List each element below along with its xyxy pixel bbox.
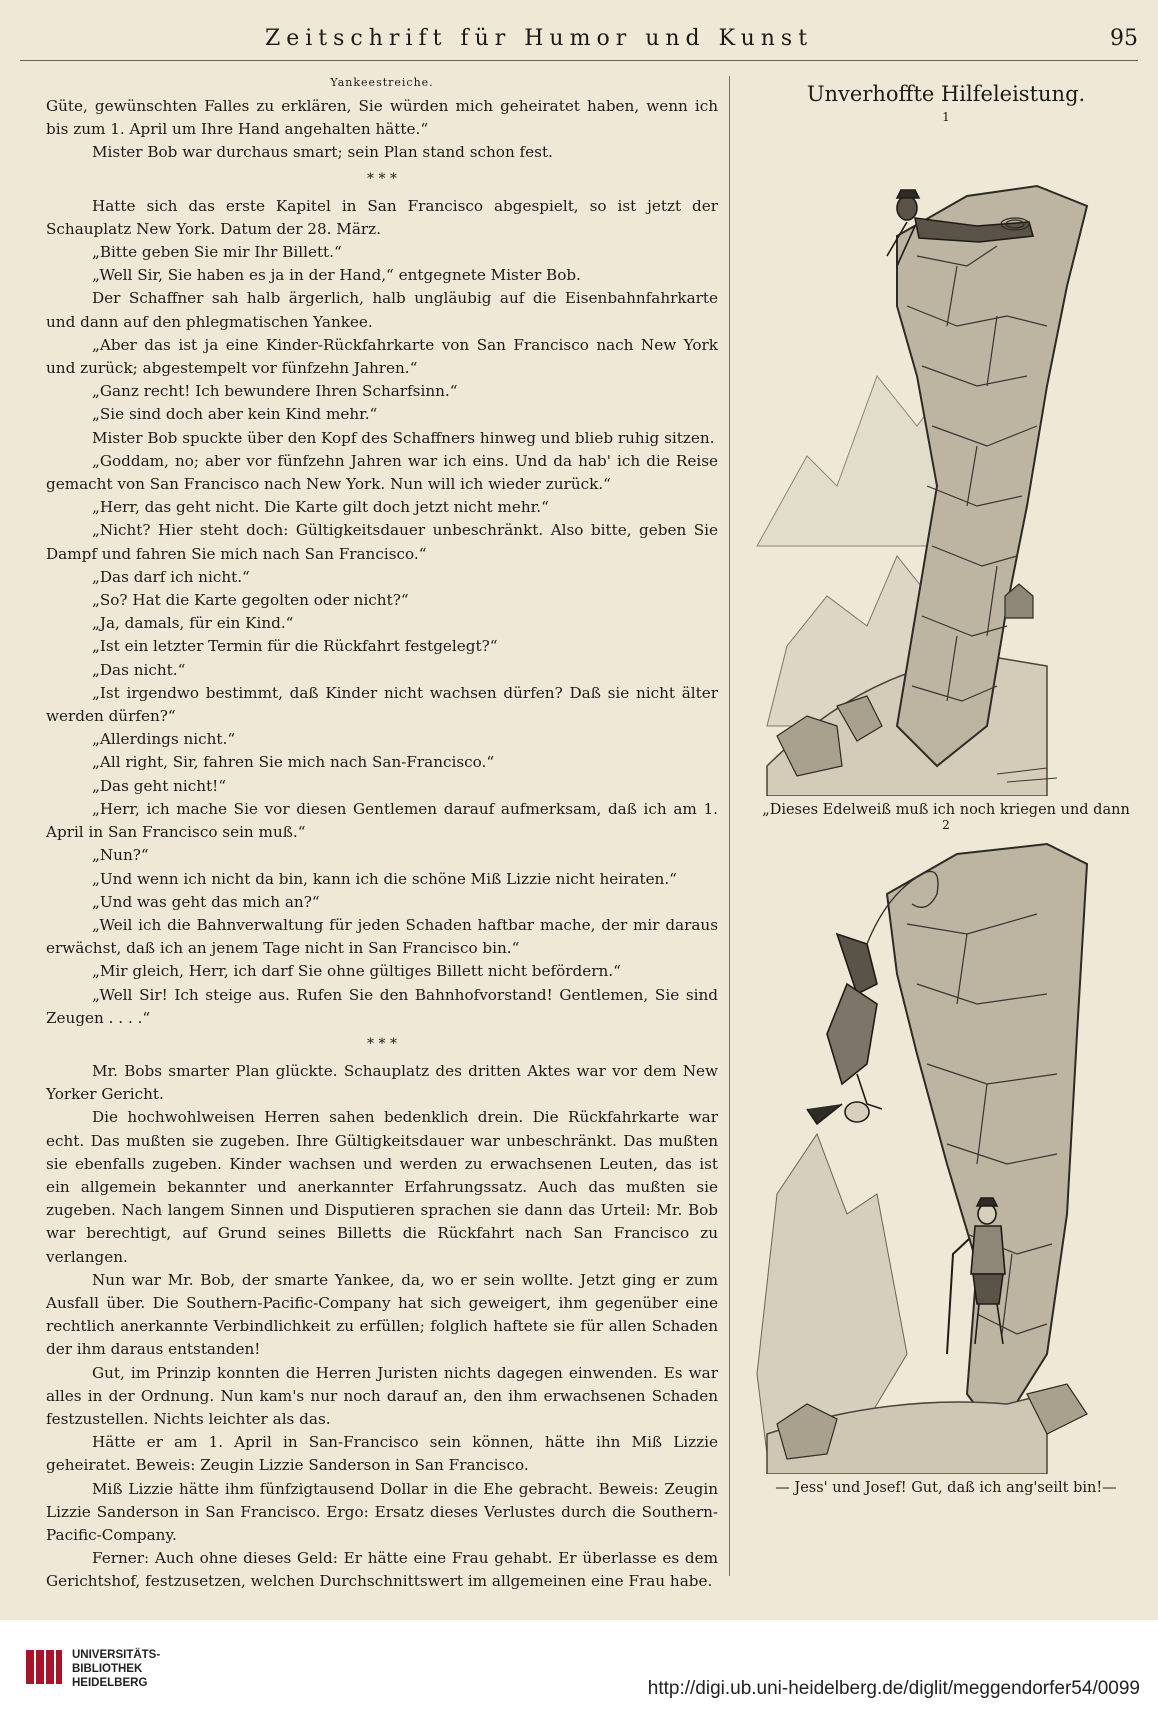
running-head xyxy=(20,20,1138,61)
panel-1-number: 1 xyxy=(942,110,950,124)
article-paragraph: „Und was geht das mich an?“ xyxy=(92,892,320,911)
library-name-line-2: BIBLIOTHEK xyxy=(72,1663,143,1675)
panel-2-caption: — Jess' und Josef! Gut, daß ich ang'seilt bin!— xyxy=(775,1480,1117,1496)
journal-title: Zeitschrift für Humor und Kunst xyxy=(264,26,814,51)
column-divider xyxy=(729,76,730,1576)
article-paragraph: „Aber das ist ja eine Kinder-Rückfahrkarte von San Francisco nach New York und zurück; abgestempelt vor fünfzehn Jahren.“ xyxy=(46,335,718,378)
article-paragraph: „Well Sir! Ich steige aus. Rufen Sie den Bahnhofvorstand! Gentlemen, Sie sind Zeugen . . . .“ xyxy=(46,985,718,1027)
article-paragraph: „Das nicht.“ xyxy=(92,660,186,679)
article-paragraph: „Nicht? Hier steht doch: Gültigkeitsdauer unbeschränkt. Also bitte, geben Sie Dampf und fahren Sie mich nach San Francisco.“ xyxy=(46,521,718,563)
article-paragraph: Güte, gewünschten Falles zu erklären, Sie würden mich geheiratet haben, wenn ich bis zum 1. April um Ihre Hand angehalten hätte.“ xyxy=(46,97,718,139)
article-paragraph: „Das geht nicht!“ xyxy=(92,776,227,795)
article-paragraph: „So? Hat die Karte gegolten oder nicht?“ xyxy=(92,591,409,610)
article-body xyxy=(46,95,718,1594)
library-name-line-3: HEIDELBERG xyxy=(72,1677,148,1689)
library-name xyxy=(72,1648,160,1690)
article-paragraph: „Bitte geben Sie mir Ihr Billett.“ xyxy=(92,243,342,262)
source-url-link[interactable]: http://digi.ub.uni-heidelberg.de/diglit/meggendorfer54/0099 xyxy=(647,1678,1140,1699)
article-paragraph: „Ganz recht! Ich bewundere Ihren Scharfsinn.“ xyxy=(92,382,458,401)
article-paragraph: „Herr, das geht nicht. Die Karte gilt doch jetzt nicht mehr.“ xyxy=(92,498,549,517)
section-title: Yankeestreiche. xyxy=(330,76,434,89)
article-paragraph: Mister Bob war durchaus smart; sein Plan stand schon fest. xyxy=(92,143,553,162)
article-paragraph: Hätte er am 1. April in San-Francisco sein können, hätte ihn Miß Lizzie geheiratet. Beweis: Zeugin Lizzie Sanderson in San Francisco. xyxy=(46,1433,718,1475)
article-paragraph: „Ist ein letzter Termin für die Rückfahrt festgelegt?“ xyxy=(92,637,498,656)
article-paragraph: „Weil ich die Bahnverwaltung für jeden Schaden haftbar mache, der mir daraus erwächst, daß ich an jenem Tage nicht in San Francisco bin.“ xyxy=(46,915,718,958)
article-paragraph: Die hochwohlweisen Herren sahen bedenklich drein. Die Rückfahrkarte war echt. Das mußten sie zugeben. Ihre Gültigkeitsdauer war unbeschränkt. Das mußten sie ebenfalls zugeben. Kinder wachsen und werden zu erwachsenen Leuten, das ist ein allgemein bekannter und anerkannter Erfahrungssatz. Auch das mußten sie zugeben. Nach langem Sinnen und Disputieren sprachen sie dann das Urteil: Mr. Bob war berechtigt, auf Grund seines Billetts die Rückfahrt nach San Francisco zu verlangen. xyxy=(46,1108,718,1266)
article-paragraph: „Allerdings nicht.“ xyxy=(92,730,236,749)
article-paragraph: „Nun?“ xyxy=(92,846,149,865)
article-paragraph: „All right, Sir, fahren Sie mich nach San-Francisco.“ xyxy=(92,753,495,772)
digitization-footer xyxy=(0,1620,1158,1717)
article-paragraph: Miß Lizzie hätte ihm fünfzigtausend Dollar in die Ehe gebracht. Beweis: Zeugin Lizzie Sanderson in San Francisco. Ergo: Ersatz dieses Verlustes durch die Southern-Pacific-Company. xyxy=(46,1479,718,1544)
article-paragraph: „Ist irgendwo bestimmt, daß Kinder nicht wachsen dürfen? Daß sie nicht älter werden dürfen?“ xyxy=(46,683,718,726)
article-paragraph: „Sie sind doch aber kein Kind mehr.“ xyxy=(92,405,378,424)
article-paragraph: „Mir gleich, Herr, ich darf Sie ohne gültiges Billett nicht befördern.“ xyxy=(92,962,621,981)
panel-2-number: 2 xyxy=(942,818,950,832)
article-paragraph: „Herr, ich mache Sie vor diesen Gentlemen darauf aufmerksam, daß ich am 1. April in San Francisco sein muß.“ xyxy=(46,799,718,842)
article-paragraph: Nun war Mr. Bob, der smarte Yankee, da, wo er sein wollte. Jetzt ging er zum Ausfall über. Die Southern-Pacific-Company hat sich geweigert, ihm gegenüber eine rechtlich anerkannte Verbindlichkeit zu erfüllen; folglich haftete sie für allen Schaden der ihm daraus entstanden! xyxy=(46,1270,718,1359)
article-paragraph: Mister Bob spuckte über den Kopf des Schaffners hinweg und blieb ruhig sitzen. xyxy=(92,428,715,447)
library-name-line-1: UNIVERSITÄTS- xyxy=(72,1649,161,1661)
panel-1-caption: „Dieses Edelweiß muß ich noch kriegen und dann xyxy=(762,802,1130,818)
article-paragraph: Mr. Bobs smarter Plan glückte. Schauplatz des dritten Aktes war vor dem New Yorker Gericht. xyxy=(46,1061,718,1104)
page-number: 95 xyxy=(1110,26,1138,51)
university-library-logo xyxy=(22,1644,66,1688)
panel-2-illustration xyxy=(747,834,1145,1474)
section-separator: * * * xyxy=(367,170,397,187)
article-paragraph: „Das darf ich nicht.“ xyxy=(92,567,250,586)
panel-1-illustration xyxy=(747,126,1145,796)
article-paragraph: „Goddam, no; aber vor fünfzehn Jahren war ich eins. Und da hab' ich die Reise gemacht von San Francisco nach New York. Nun will ich wieder zurück.“ xyxy=(46,451,718,494)
cartoon-column xyxy=(741,76,1151,1576)
article-paragraph: „Und wenn ich nicht da bin, kann ich die schöne Miß Lizzie nicht heiraten.“ xyxy=(92,869,677,888)
article-paragraph: Ferner: Auch ohne dieses Geld: Er hätte eine Frau gehabt. Er überlasse es dem Gerichtshof, festzusetzen, welchen Durchschnittswert im allgemeinen eine Frau habe. xyxy=(46,1549,718,1591)
article-paragraph: Der Schaffner sah halb ärgerlich, halb ungläubig auf die Eisenbahnfahrkarte und dann auf den phlegmatischen Yankee. xyxy=(46,289,718,331)
article-paragraph: „Ja, damals, für ein Kind.“ xyxy=(92,614,294,633)
article-paragraph: Gut, im Prinzip konnten die Herren Juristen nichts dagegen einwenden. Es war alles in der Ordnung. Nun kam's nur noch darauf an, den ihm erwachsenen Schaden festzustellen. Nichts leichter als das. xyxy=(46,1363,718,1428)
article-column xyxy=(46,76,718,1591)
article-paragraph: Hatte sich das erste Kapitel in San Francisco abgespielt, so ist jetzt der Schauplatz New York. Datum der 28. März. xyxy=(46,196,718,238)
article-paragraph: „Well Sir, Sie haben es ja in der Hand,“ entgegnete Mister Bob. xyxy=(92,266,581,285)
cartoon-title: Unverhoffte Hilfeleistung. xyxy=(806,82,1086,106)
section-separator: * * * xyxy=(367,1035,397,1052)
